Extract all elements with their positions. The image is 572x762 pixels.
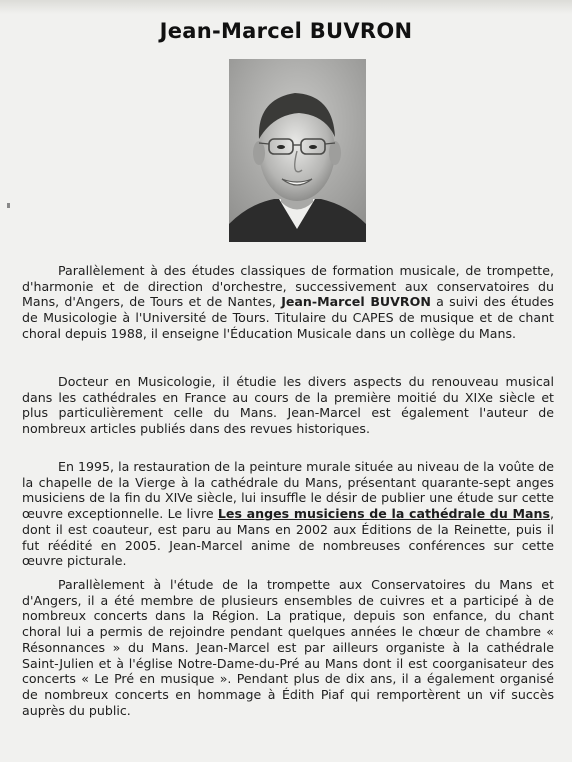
paragraph-1-before: Parallèlement à des études classiques de formation musicale, de trompette, d'harmonie et de direction d'orchestre, successivement aux conservatoires du Mans, d'Angers, de Tours et de Nantes, [22, 263, 554, 310]
paragraph-4-text: Parallèlement à l'étude de la trompette aux Conservatoires du Mans et d'Angers, il a été membre de plusieurs ensembles de cuivres et a participé à de nombreux concerts dans la Région. La pratique, depuis son enfance, du chant choral lui a permis de rejoindre pendant quelques années le chœur de chambre « Résonnances » du Mans. Jean-Marcel est par ailleurs organiste à la cathédrale Saint-Julien et à l'église Notre-Dame-du-Pré au Mans dont il est coorganisateur des concerts « Le Pré en musique ». Pendant plus de dix ans, il a également organisé de nombreux concerts en hommage à Édith Piaf qui remportèrent un vif succès auprès du public. [22, 577, 554, 718]
paragraph-3-text [22, 459, 554, 569]
paragraph-1 [22, 263, 554, 342]
paragraph-2-text: Docteur en Musicologie, il étudie les divers aspects du renouveau musical dans les cathédrales en France au cours de la première moitié du XIXe siècle et plus particulièrement celle du Mans. Jean-Marcel est également l'auteur de nombreux articles publiés dans des revues historiques. [22, 374, 554, 437]
paragraph-2 [22, 374, 554, 437]
scan-edge [0, 0, 572, 14]
portrait-image [229, 59, 366, 242]
paragraph-1-after: a suivi des études de Musicologie à l'Université de Tours. Titulaire du CAPES de musique et de chant choral depuis 1988, il enseigne l'Éducation Musicale dans un collège du Mans. [22, 294, 554, 341]
page-title: Jean-Marcel BUVRON [159, 19, 413, 43]
portrait-photo [229, 59, 366, 242]
book-title-link: Les anges musiciens de la cathédrale du Mans [217, 506, 550, 522]
paragraph-3-after: , dont il est coauteur, est paru au Mans en 2002 aux Éditions de la Reinette, puis il fut réédité en 2005. Jean-Marcel anime de nombreuses conférences sur cette œuvre picturale. [22, 506, 554, 569]
paragraph-1-text [22, 263, 554, 342]
author-name-emphasis: Jean-Marcel BUVRON [281, 294, 431, 310]
paragraph-3 [22, 459, 554, 569]
paragraph-4 [22, 577, 554, 718]
paragraph-3-before: En 1995, la restauration de la peinture murale située au niveau de la voûte de la chapelle de la Vierge à la cathédrale du Mans, présentant quarante-sept anges musiciens de la fin du XIVe siècle, lui insuffle le désir de publier une étude sur cette œuvre exceptionnelle. Le livre [22, 459, 554, 522]
scan-mark [7, 203, 10, 208]
